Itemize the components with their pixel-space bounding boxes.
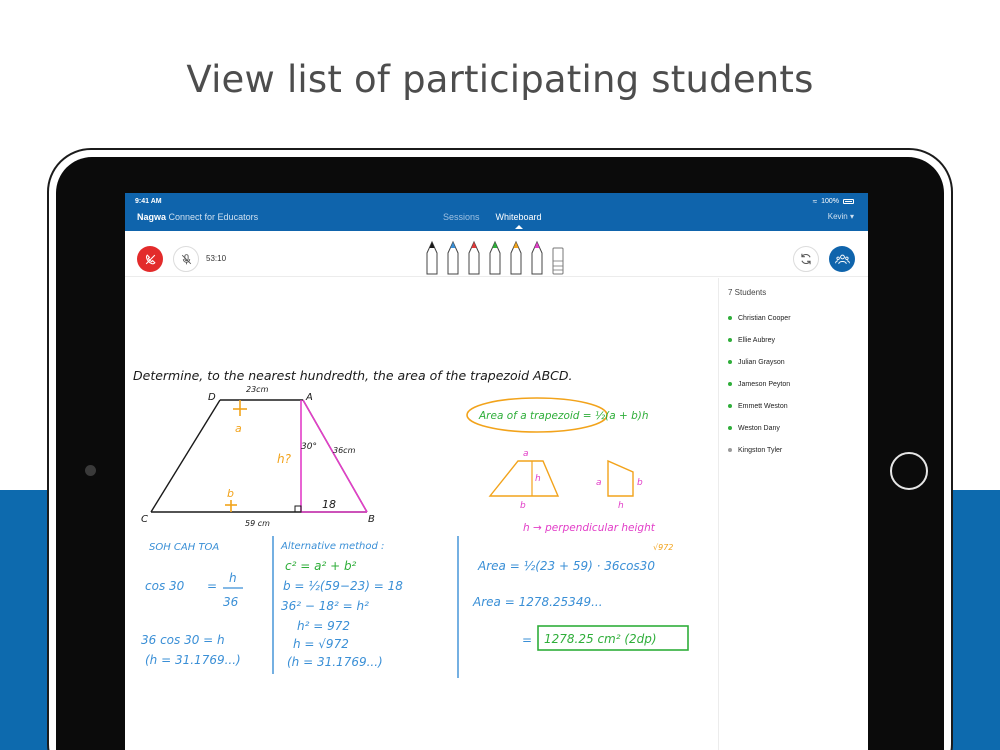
vertex-c: C	[141, 514, 148, 525]
user-menu[interactable]	[828, 212, 854, 221]
student-list	[728, 307, 791, 461]
battery-percent: 100%	[821, 198, 839, 205]
cos-30: cos 30	[145, 579, 185, 593]
label-h: h?	[277, 452, 291, 466]
pen-icon[interactable]	[469, 242, 479, 274]
nav-tabs	[443, 212, 542, 222]
brand-name: Nagwa	[137, 212, 167, 222]
student-item[interactable]	[728, 417, 791, 439]
status-time: 9:41 AM	[135, 198, 162, 205]
battery-icon	[843, 199, 854, 204]
small-label-h2: h	[618, 501, 624, 511]
student-count: 7 Students	[728, 288, 767, 297]
home-button[interactable]	[890, 452, 928, 490]
alt-line-2: b = ½(59−23) = 18	[283, 579, 403, 593]
camera-icon	[85, 465, 96, 476]
top-length: 23cm	[246, 385, 269, 394]
vertex-a: A	[306, 392, 313, 403]
label-b: b	[227, 487, 234, 500]
student-name: Ellie Aubrey	[738, 336, 775, 344]
pen-icon[interactable]	[427, 242, 437, 274]
alt-line-1: c² = a² + b²	[285, 559, 357, 573]
student-name: Emmett Weston	[738, 402, 788, 410]
cos-h: h	[229, 571, 237, 585]
participants-button[interactable]	[829, 246, 855, 272]
cos-result: 36 cos 30 = h	[141, 633, 225, 647]
alt-line-3: 36² − 18² = h²	[281, 599, 369, 613]
status-dot-icon	[728, 404, 732, 408]
mute-button[interactable]	[173, 246, 199, 272]
bottom-length: 59 cm	[245, 519, 270, 528]
student-item[interactable]	[728, 351, 791, 373]
brand-subtitle: Connect for Educators	[168, 212, 259, 222]
student-name: Jameson Peyton	[738, 380, 791, 388]
student-item[interactable]	[728, 329, 791, 351]
student-item[interactable]	[728, 373, 791, 395]
label-18: 18	[322, 498, 336, 511]
cos-equals: =	[207, 579, 218, 593]
chevron-down-icon: ▾	[849, 212, 854, 221]
area-note: √972	[653, 543, 674, 552]
status-dot-icon	[728, 448, 732, 452]
area-answer: 1278.25 cm² (2dp)	[544, 632, 657, 646]
pen-icon[interactable]	[532, 242, 542, 274]
pen-icon[interactable]	[511, 242, 521, 274]
tab-sessions[interactable]: Sessions	[443, 212, 480, 222]
phone-hangup-icon	[144, 253, 157, 266]
session-timer: 53:10	[206, 254, 227, 263]
area-line-1: Area = ½(23 + 59) · 36cos30	[478, 559, 655, 573]
perpendicular-note: h → perpendicular height	[523, 522, 655, 534]
alt-line-6: (h = 31.1769...)	[287, 655, 383, 669]
app-header	[125, 193, 868, 231]
status-dot-icon	[728, 338, 732, 342]
users-icon	[835, 252, 850, 267]
cos-36: 36	[223, 595, 239, 609]
alt-title: Alternative method :	[281, 541, 385, 552]
page-caption: View list of participating students	[186, 58, 814, 101]
eraser-icon[interactable]	[553, 248, 563, 274]
status-dot-icon	[728, 360, 732, 364]
area-line-3: =	[522, 633, 533, 647]
small-label-a2: a	[596, 478, 602, 488]
tab-whiteboard[interactable]: Whiteboard	[495, 212, 542, 222]
pen-icon[interactable]	[448, 242, 458, 274]
vertex-b: B	[368, 514, 375, 525]
alt-line-5: h = √972	[293, 637, 349, 651]
alt-line-4: h² = 972	[297, 619, 351, 633]
status-dot-icon	[728, 426, 732, 430]
refresh-icon	[799, 252, 813, 266]
vertex-d: D	[208, 392, 216, 403]
small-label-h: h	[535, 474, 541, 484]
session-toolbar	[125, 231, 868, 277]
microphone-off-icon	[180, 253, 193, 266]
student-item[interactable]	[728, 439, 791, 461]
whiteboard-canvas[interactable]	[125, 278, 718, 750]
wifi-icon: ≈	[812, 197, 818, 206]
end-call-button[interactable]	[137, 246, 163, 272]
students-sidebar	[718, 278, 868, 750]
small-trapezoid	[490, 461, 633, 496]
student-item[interactable]	[728, 395, 791, 417]
question-text: Determine, to the nearest hundredth, the area of the trapezoid ABCD.	[133, 368, 573, 383]
status-dot-icon	[728, 316, 732, 320]
app-brand	[137, 212, 258, 222]
student-item[interactable]	[728, 307, 791, 329]
soh-cah-toa: SOH CAH TOA	[149, 542, 220, 553]
small-label-b: b	[520, 501, 526, 511]
student-name: Julian Grayson	[738, 358, 785, 366]
student-name: Christian Cooper	[738, 314, 791, 322]
student-name: Weston Dany	[738, 424, 780, 432]
label-a: a	[235, 422, 242, 435]
label-angle: 30°	[301, 442, 317, 452]
app-screen	[125, 193, 868, 750]
student-name: Kingston Tyler	[738, 446, 783, 454]
slant-length: 36cm	[333, 446, 356, 455]
formula-text: Area of a trapezoid = ½(a + b)h	[479, 410, 649, 422]
pen-palette	[423, 237, 573, 277]
pen-icon[interactable]	[490, 242, 500, 274]
status-dot-icon	[728, 382, 732, 386]
refresh-button[interactable]	[793, 246, 819, 272]
trapezoid-diagram	[151, 400, 367, 512]
small-label-a: a	[523, 449, 529, 459]
status-indicators	[813, 197, 854, 206]
area-line-2: Area = 1278.25349...	[473, 595, 603, 609]
small-label-b2: b	[637, 478, 643, 488]
h-value-left: (h = 31.1769...)	[145, 653, 241, 667]
user-name: Kevin	[827, 212, 848, 221]
